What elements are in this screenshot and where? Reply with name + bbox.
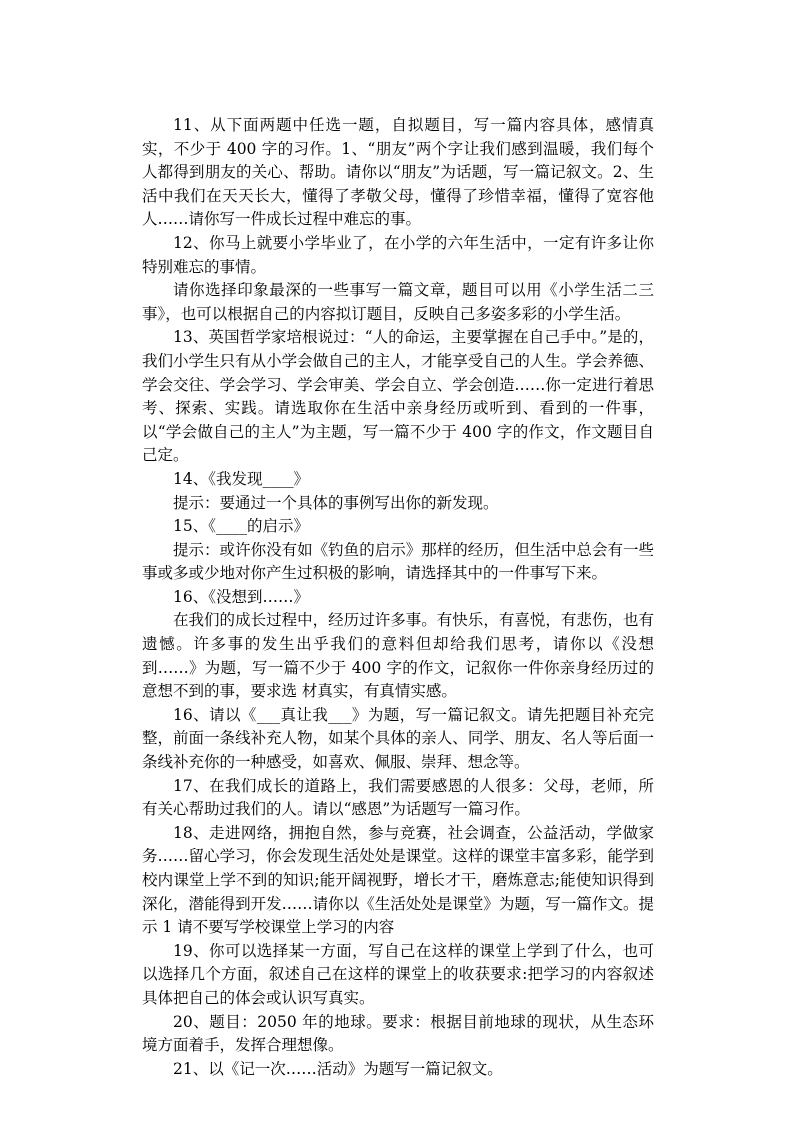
paragraph-topic-14: 14、《我发现____》 [173,469,309,488]
paragraph-topic-16-detail: 在我们的成长过程中，经历过许多事。有快乐，有喜悦，有悲伤，也有遗憾。许多事的发生出乎我们的意料但却给我们思考，请你以《没想到……》为题，写一篇不少于 400 字的作文，记叙你一件你亲身经历过的意想不到的事，要求选 材真实，有真情实感。 [142,611,654,701]
paragraph-topic-15-hint: 提示：或许你没有如《钓鱼的启示》那样的经历，但生活中总会有一些事或多或少地对你产生过积极的影响，请选择其中的一件事写下来。 [142,540,654,583]
paragraph-topic-18: 18、走进网络，拥抱自然，参与竞赛，社会调查，公益活动，学做家务……留心学习，你会发现生活处处是课堂。这样的课堂丰富多彩，能学到校内课堂上学不到的知识;能开阔视野，增长才干，磨炼意志;能使知识得到深化，潜能得到开发……请你以《生活处处是课堂》为题，写一篇作文。提示 1 请不要写学校课堂上学习的内容 [142,823,654,937]
paragraph-topic-20: 20、题目：2050 年的地球。要求：根据目前地球的现状，从生态环境方面着手，发挥合理想像。 [142,1012,654,1055]
document-body [142,114,654,1081]
paragraph-topic-17: 17、在我们成长的道路上，我们需要感恩的人很多：父母，老师，所有关心帮助过我们的人。请以“感恩”为话题写一篇习作。 [142,776,654,819]
paragraph-topic-13: 13、英国哲学家培根说过：“人的命运，主要掌握在自己手中。”是的，我们小学生只有从小学会做自己的主人，才能享受自己的人生。学会养德、学会交往、学会学习、学会审美、学会自立、学会创造……你一定进行着思考、探索、实践。请选取你在生活中亲身经历或听到、看到的一件事，以“学会做自己的主人”为主题，写一篇不少于 400 字的作文，作文题目自己定。 [142,328,654,465]
paragraph-topic-19: 19、你可以选择某一方面，写自己在这样的课堂上学到了什么，也可以选择几个方面，叙述自己在这样的课堂上的收获要求:把学习的内容叙述具体把自己的体会或认识写真实。 [142,941,654,1007]
paragraph-topic-16: 16、《没想到……》 [173,587,309,606]
paragraph-topic-15: 15、《____的启示》 [173,517,309,536]
paragraph-topic-11: 11、从下面两题中任选一题，自拟题目，写一篇内容具体，感情真实，不少于 400 字的习作。1、“朋友”两个字让我们感到温暖，我们每个人都得到朋友的关心、帮助。请你以“朋友”为话题，写一篇记叙文。2、生活中我们在天天长大，懂得了孝敬父母，懂得了珍惜幸福，懂得了宽容他人……请你写一件成长过程中难忘的事。 [142,116,654,229]
paragraph-topic-14-hint: 提示：要通过一个具体的事例写出你的新发现。 [173,493,499,512]
paragraph-topic-12: 12、你马上就要小学毕业了，在小学的六年生活中，一定有许多让你特别难忘的事情。 [142,233,654,276]
paragraph-topic-12-detail: 请你选择印象最深的一些事写一篇文章，题目可以用《小学生活二三事》，也可以根据自己的内容拟订题目，反映自己多姿多彩的小学生活。 [142,281,654,323]
paragraph-topic-16b: 16、请以《___真让我___》为题，写一篇记叙文。请先把题目补充完整，前面一条线补充人物，如某个具体的亲人、同学、朋友、名人等后面一条线补充你的一种感受，如喜欢、佩服、崇拜、想念等。 [142,705,654,772]
paragraph-topic-21: 21、以《记一次……活动》为题写一篇记叙文。 [173,1059,503,1078]
